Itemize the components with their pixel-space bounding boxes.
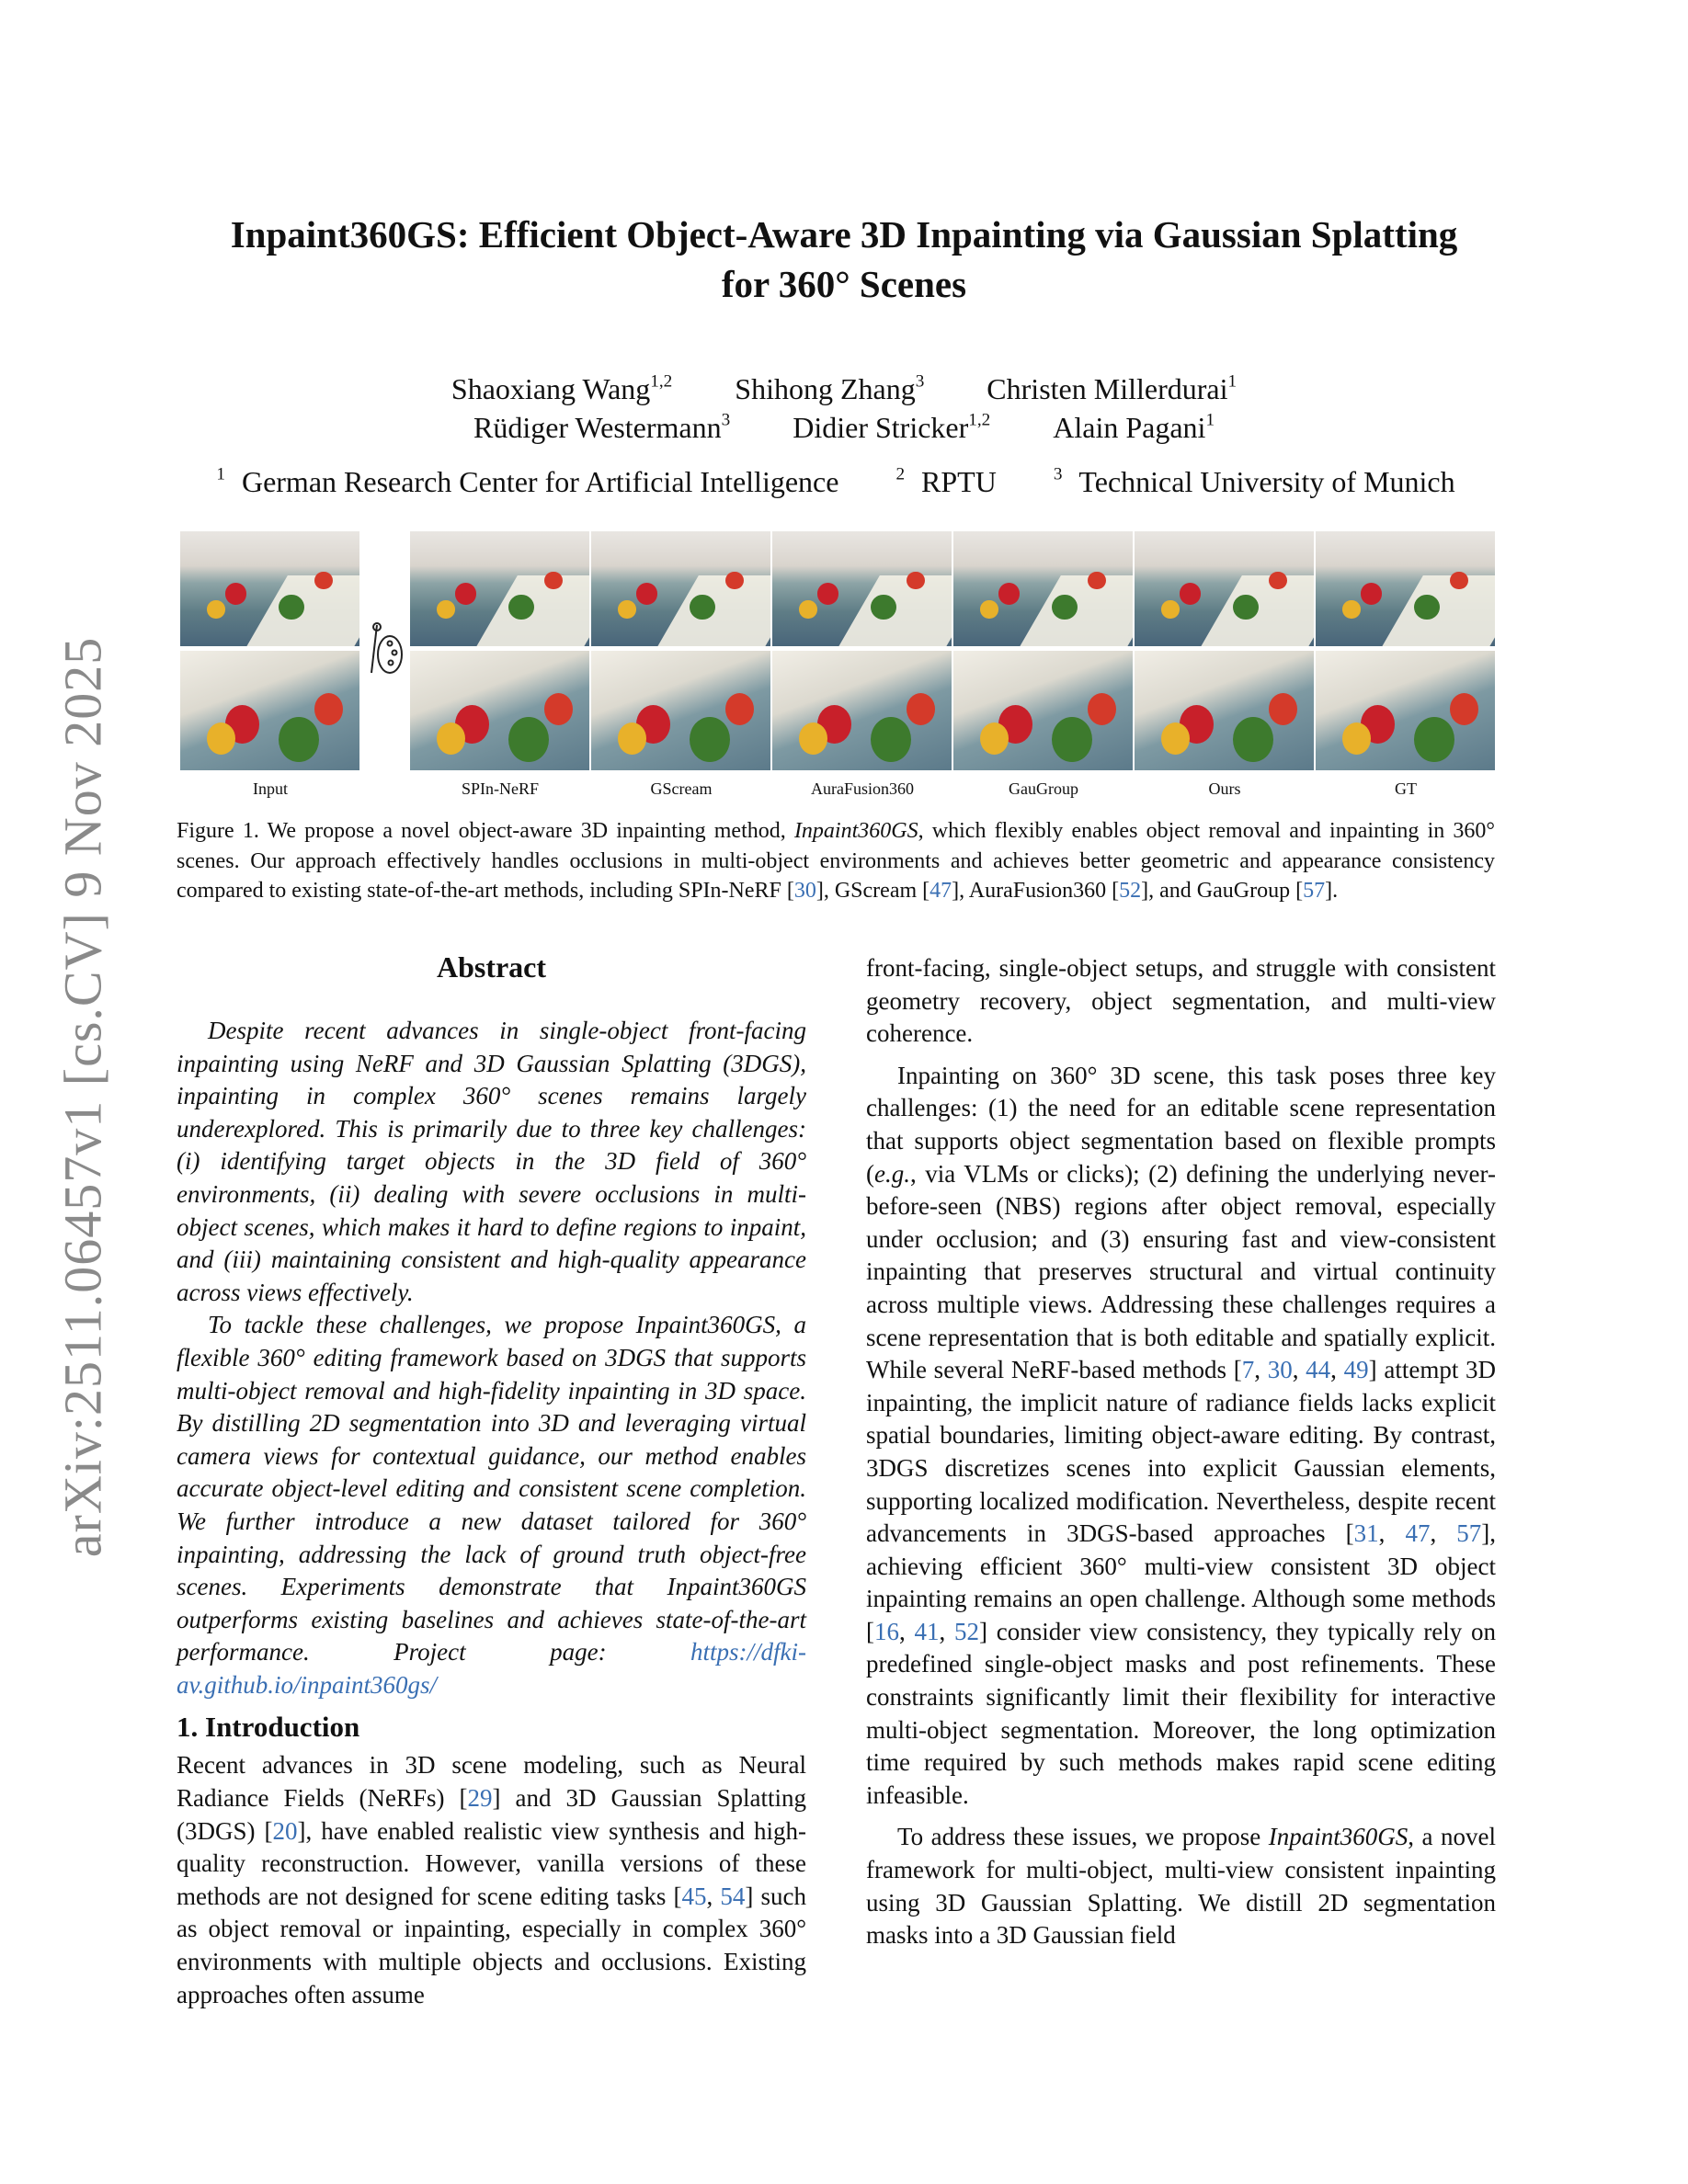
figure-image-gaugroup-bot (953, 651, 1133, 770)
citation-link[interactable]: 31 (1353, 1519, 1379, 1548)
paint-palette-icon (366, 621, 406, 677)
title-line-1: Inpaint360GS: Efficient Object-Aware 3D Inpainting via Gaussian Splatting (230, 213, 1458, 256)
fruit-mark (1161, 722, 1190, 755)
fruit-mark (1233, 717, 1273, 762)
author-affil: 3 (915, 371, 925, 392)
fruit-mark (508, 595, 533, 620)
figure-image-input-top (180, 531, 359, 646)
arxiv-identifier: arXiv:2511.06457v1 [cs.CV] 9 Nov 2025 (52, 636, 113, 1558)
fruit-mark (817, 583, 838, 604)
fruit-mark (207, 722, 235, 755)
fruit-mark (618, 600, 636, 619)
italic-text: To tackle these challenges, we propose Inpaint360GS, a flexible 360° editing framework based on 3DGS that supports multi-object removal and high-fidelity inpainting in 3D space. By distilling 2D segmentation into 3D and leveraging virtual camera views for contextual guidance, our method enables accurate object-level editing and consistent scene completion. We further introduce a new dataset tailored for 360° inpainting, addressing the lack of ground truth object-free scenes. Experiments demonstrate that Inpaint360GS outperforms existing baselines and achieves state-of-the-art performance. Project page: (177, 1311, 806, 1666)
paragraph (177, 1015, 806, 1309)
citation-link[interactable]: 52 (1119, 879, 1142, 903)
fruit-mark (998, 583, 1020, 604)
fruit-mark (1052, 595, 1077, 620)
paragraph (866, 1821, 1496, 1951)
fruit-mark (207, 600, 225, 619)
author-affil: 1,2 (650, 371, 673, 392)
introduction-heading: 1. Introduction (177, 1711, 360, 1744)
affil-name: German Research Center for Artificial Intelligence (241, 465, 839, 498)
citation-link[interactable]: 30 (793, 879, 816, 903)
affiliation (1054, 465, 1472, 498)
fruit-mark (1180, 583, 1201, 604)
text: , (1292, 1356, 1306, 1384)
figure-image-spin-nerf-bot (410, 651, 589, 770)
citation-link[interactable]: 47 (1405, 1519, 1431, 1548)
citation-link[interactable]: 7 (1241, 1356, 1255, 1384)
author-affil: 1 (1205, 410, 1215, 430)
fruit-mark (544, 693, 573, 725)
fruit-mark (1414, 595, 1439, 620)
figure-image-ours-bot (1135, 651, 1314, 770)
citation-link[interactable]: 47 (930, 879, 952, 903)
text: ], have enabled realistic view synthesis and high-quality reconstruction. However, vanilla versions of these methods are not designed for scene editing tasks [ (177, 1816, 806, 1910)
fruit-mark (455, 583, 476, 604)
figure-image-gt-top (1316, 531, 1495, 646)
fruit-mark (907, 572, 925, 590)
affiliation (895, 465, 1012, 498)
fruit-mark (799, 722, 827, 755)
fruit-mark (508, 717, 549, 762)
citation-link[interactable]: 49 (1343, 1356, 1369, 1384)
fruit-mark (1342, 722, 1371, 755)
citation-link[interactable]: 52 (954, 1617, 979, 1645)
figure-label: AuraFusion360 (811, 779, 914, 798)
text: ] such as object removal or inpainting, especially in complex 360° environments with multiple objects and occlusions. Existing approaches often assume (177, 1882, 806, 2008)
fruit-mark (437, 722, 465, 755)
figure-label: GT (1395, 779, 1417, 798)
authors-row-2 (0, 408, 1688, 447)
figure-image-gscream-top (591, 531, 770, 646)
author (1053, 411, 1215, 444)
figure-label: GauGroup (1009, 779, 1078, 798)
fruit-mark (1269, 572, 1287, 590)
citation-link[interactable]: 57 (1456, 1519, 1482, 1548)
figure-image-aurafusion360-bot (772, 651, 952, 770)
author (735, 372, 924, 405)
text: ], achieving efficient 360° multi-view consistent 3D object inpainting remains an open challenge. Although some methods [ (866, 1519, 1497, 1645)
citation-link[interactable]: 30 (1267, 1356, 1293, 1384)
affil-name: RPTU (921, 465, 997, 498)
author (793, 411, 990, 444)
left-column (177, 949, 806, 2011)
text: , which flexibly enables object removal and inpainting in 360° scenes. Our approach effectively handles occlusions in multi-object environments and achieves better geometric and appearance consistency compared to existing state-of-the-art methods, including SPIn-NeRF [ (177, 819, 1496, 903)
citation-link[interactable]: 29 (467, 1784, 493, 1813)
fruit-mark (871, 717, 911, 762)
italic-text: Inpaint360GS (793, 819, 918, 843)
affil-number: 1 (216, 464, 225, 484)
fruit-mark (636, 583, 657, 604)
citation-link[interactable]: 41 (914, 1617, 940, 1645)
paragraph-continued (866, 952, 1496, 1051)
author-name: Christen Millerdurai (987, 372, 1228, 405)
figure-image-aurafusion360-top (772, 531, 952, 646)
affil-number: 3 (1053, 464, 1063, 484)
fruit-mark (1052, 717, 1092, 762)
introduction-body-left (177, 1749, 806, 2011)
text: , (1378, 1519, 1406, 1548)
fruit-mark (225, 583, 246, 604)
author-affil: 1 (1227, 371, 1237, 392)
figure-label: Input (253, 779, 288, 798)
text: ] consider view consistency, they typically rely on predefined single-object masks and post refinements. These constraints significantly limit their flexibility for interactive multi-object segmentation. Moreover, the long optimization time required by such methods makes rapid scene editing infeasible. (866, 1617, 1497, 1809)
paper-title (0, 210, 1688, 309)
italic-text: Inpaint360GS (1268, 1823, 1409, 1851)
fruit-mark (980, 722, 1009, 755)
text: , (706, 1882, 721, 1910)
authors-row-1 (0, 370, 1688, 408)
text: To address these issues, we propose (897, 1823, 1269, 1851)
figure-image-gscream-bot (591, 651, 770, 770)
fruit-mark (1414, 717, 1454, 762)
author-affil: 1,2 (968, 410, 991, 430)
author (451, 372, 672, 405)
fruit-mark (544, 572, 563, 590)
fruit-mark (1088, 572, 1106, 590)
citation-link[interactable]: 20 (272, 1816, 298, 1845)
affiliation (216, 465, 855, 498)
figure-image-input-bot (180, 651, 359, 770)
fruit-mark (1450, 693, 1478, 725)
text: , (1330, 1356, 1344, 1384)
citation-link[interactable]: 44 (1306, 1356, 1331, 1384)
fruit-mark (725, 572, 744, 590)
text: ] and 3D Gaussian Splatting (3DGS) [ (177, 1784, 806, 1845)
figure-image-spin-nerf-top (410, 531, 589, 646)
fruit-mark (1361, 583, 1382, 604)
fruit-mark (1342, 600, 1361, 619)
author-name: Didier Stricker (793, 411, 969, 444)
fruit-mark (907, 693, 935, 725)
fruit-mark (279, 717, 319, 762)
text: Recent advances in 3D scene modeling, such as Neural Radiance Fields (NeRFs) [ (177, 1751, 806, 1813)
introduction-body-right (866, 952, 1496, 1952)
figure-image-gt-bot (1316, 651, 1495, 770)
author-affil: 3 (721, 410, 731, 430)
text: , (939, 1617, 954, 1645)
fruit-mark (1088, 693, 1116, 725)
text: , (899, 1617, 915, 1645)
fruit-mark (725, 693, 754, 725)
text: ], GScream [ (815, 879, 930, 903)
fruit-mark (799, 600, 817, 619)
figure-label: GScream (650, 779, 713, 798)
fruit-mark (618, 722, 646, 755)
author-name: Shaoxiang Wang (451, 372, 651, 405)
text: ]. (1325, 879, 1339, 903)
abstract-body (177, 1015, 806, 1701)
affiliations (0, 465, 1688, 499)
citation-link[interactable]: 54 (720, 1882, 746, 1910)
figure-image-ours-top (1135, 531, 1314, 646)
abstract-heading: Abstract (436, 950, 547, 984)
italic-text: Despite recent advances in single-object front-facing inpainting using NeRF and 3D Gaussian Splatting (3DGS), inpainting in complex 360° scenes remains largely underexplored. This is primarily due to three key challenges: (i) identifying target objects in the 3D field of 360° environments, (ii) dealing with severe occlusions in multi-object scenes, which makes it hard to define regions to inpaint, and (iii) maintaining consistent and high-quality appearance across views effectively. (177, 1017, 806, 1306)
fruit-mark (314, 572, 333, 590)
right-column (866, 952, 1496, 1952)
paragraph (177, 1749, 806, 2011)
figure-label: SPIn-NeRF (461, 779, 539, 798)
text: , (1254, 1356, 1268, 1384)
fruit-mark (980, 600, 998, 619)
italic-text: e.g. (874, 1159, 910, 1188)
citation-link[interactable]: 45 (681, 1882, 707, 1910)
paragraph (866, 1060, 1496, 1813)
text: Figure 1. We propose a novel object-aware 3D inpainting method, (177, 819, 794, 843)
author-name: Shihong Zhang (735, 372, 916, 405)
text: ], and GauGroup [ (1141, 879, 1304, 903)
text: Inpainting on 360° 3D scene, this task poses three key challenges: (1) the need for an editable scene representation that supports object segmentation based on flexible prompts ( (866, 1061, 1496, 1188)
affil-number: 2 (895, 464, 906, 484)
fruit-mark (871, 595, 895, 620)
text: , (1430, 1519, 1457, 1548)
title-line-2: for 360° Scenes (721, 263, 967, 305)
author (987, 372, 1237, 405)
fruit-mark (690, 717, 730, 762)
paragraph (177, 1309, 806, 1701)
fruit-mark (314, 693, 343, 725)
author (473, 411, 730, 444)
text: , via VLMs or clicks); (2) defining the underlying never-before-seen (NBS) regions after object removal, especially under occlusion; and (3) ensuring fast and view-consistent inpainting that preserves structural and virtual continuity across multiple views. Addressing these challenges requires a scene representation that is both editable and spatially explicit. While several NeRF-based methods [ (866, 1159, 1496, 1384)
figure-image-gaugroup-top (953, 531, 1133, 646)
text: front-facing, single-object setups, and struggle with consistent geometry recovery, object segmentation, and multi-view coherence. (866, 954, 1496, 1048)
figure-caption (177, 816, 1495, 906)
author-name: Alain Pagani (1053, 411, 1206, 444)
text: ] attempt 3D inpainting, the implicit nature of radiance fields lacks explicit spatial boundaries, limiting object-aware editing. By contrast, 3DGS discretizes scenes into explicit Gaussian elements, supporting localized modification. Nevertheless, despite recent advancements in 3DGS-based approaches [ (866, 1356, 1497, 1548)
citation-link[interactable]: 16 (874, 1617, 899, 1645)
fruit-mark (1233, 595, 1258, 620)
fruit-mark (279, 595, 303, 620)
figure-label: Ours (1208, 779, 1241, 798)
author-name: Rüdiger Westermann (473, 411, 722, 444)
project-page-link[interactable]: https://dfki-av.github.io/inpaint360gs/ (177, 1638, 806, 1699)
fruit-mark (1161, 600, 1180, 619)
citation-link[interactable]: 57 (1303, 879, 1326, 903)
affil-name: Technical University of Munich (1078, 465, 1455, 498)
fruit-mark (1269, 693, 1297, 725)
text: , a novel framework for multi-object, multi-view consistent inpainting using 3D Gaussian Splatting. We distill 2D segmentation masks into a 3D Gaussian field (866, 1823, 1496, 1950)
text: ], AuraFusion360 [ (952, 879, 1120, 903)
fruit-mark (1450, 572, 1468, 590)
fruit-mark (437, 600, 455, 619)
fruit-mark (690, 595, 714, 620)
